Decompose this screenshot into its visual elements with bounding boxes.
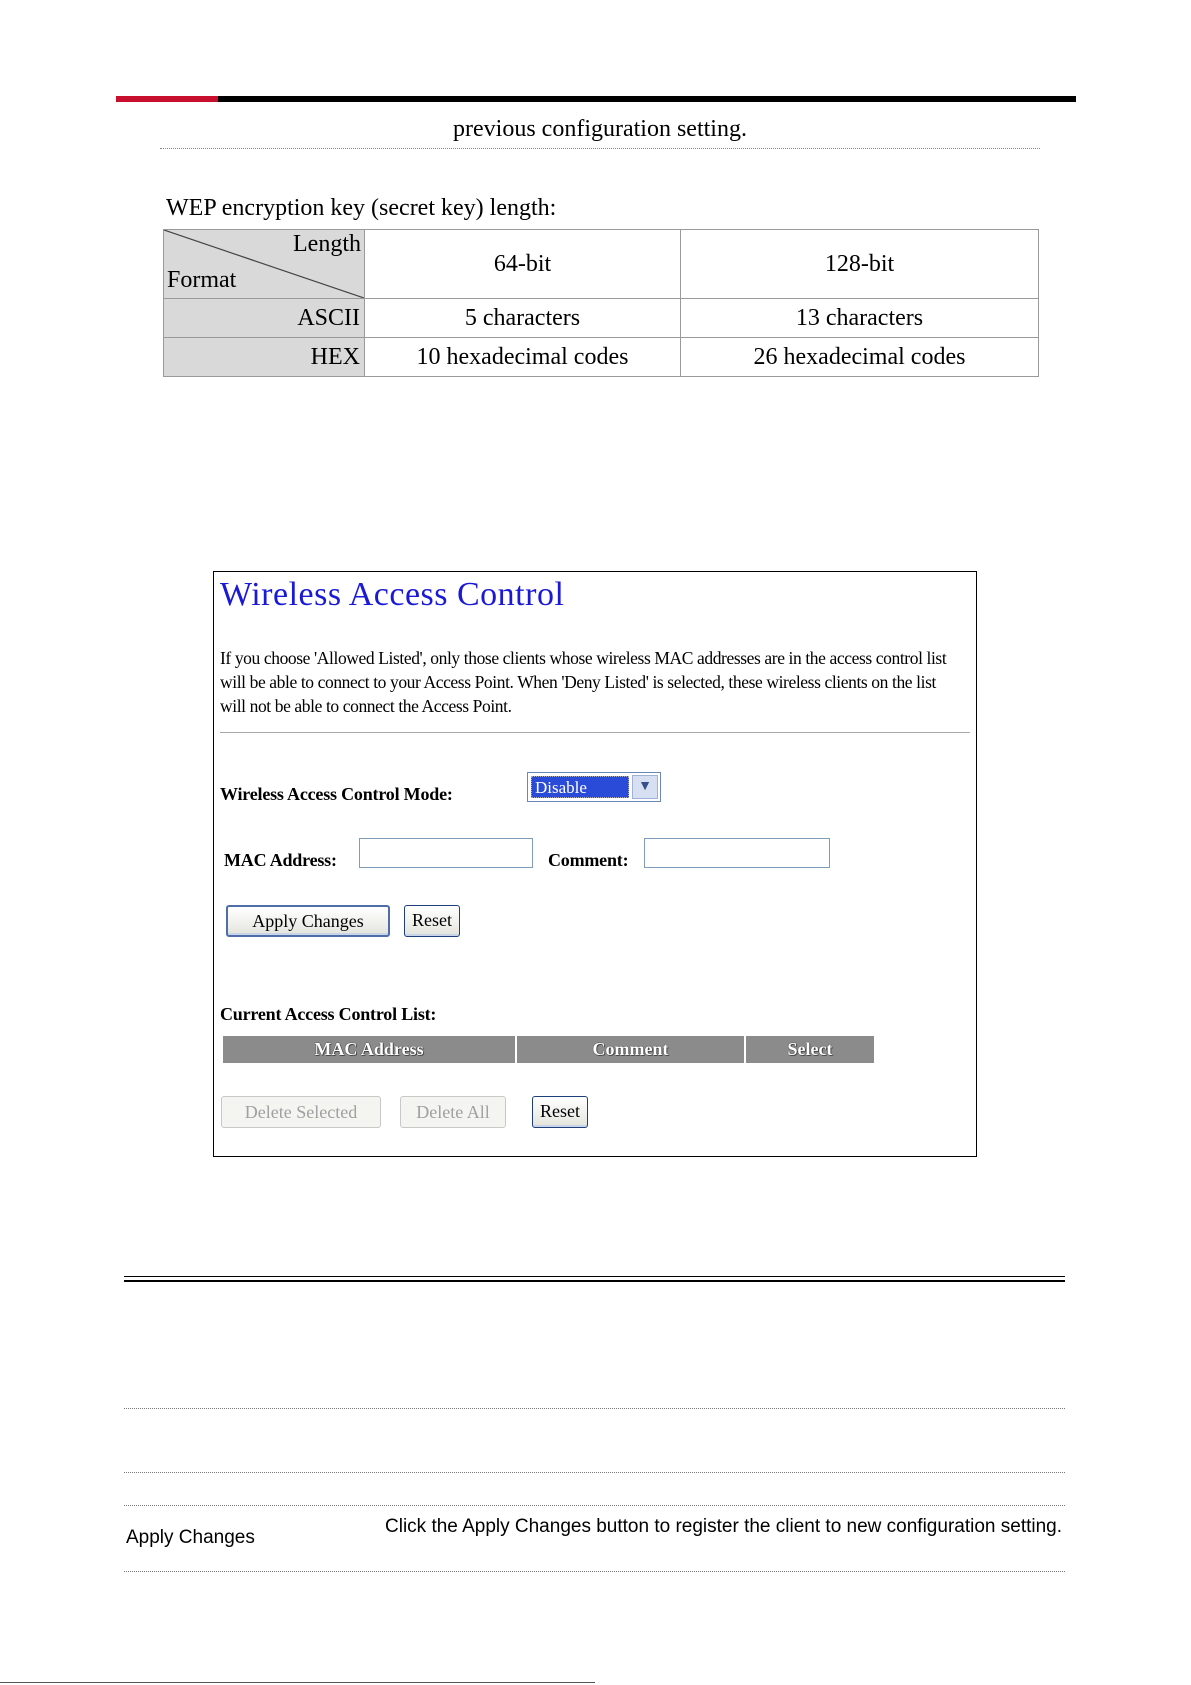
row-divider [124,1505,1065,1506]
intro-text: previous configuration setting. [453,116,747,142]
page-title: Wireless Access Control [220,576,565,613]
comment-input[interactable] [644,838,830,868]
row-header: HEX [164,338,365,377]
column-header: Comment [517,1036,744,1063]
wep-table-title: WEP encryption key (secret key) length: [166,195,557,221]
mode-label: Wireless Access Control Mode: [220,784,453,804]
corner-header-format: Format [167,267,237,293]
comment-label: Comment: [548,850,629,870]
mac-address-input[interactable] [359,838,533,868]
row-divider [124,1408,1065,1409]
table-row [164,299,1039,338]
wep-key-length-table [163,229,1039,377]
row-divider [124,1472,1065,1473]
mac-address-label: MAC Address: [224,850,337,870]
wireless-access-control-panel [213,571,977,1157]
corner-header-length: Length [293,231,361,257]
table-cell: 26 hexadecimal codes [681,338,1039,377]
table-corner-cell [164,230,365,299]
header-bar [218,96,1076,102]
divider [160,148,1040,149]
column-header: Select [746,1036,874,1063]
column-header: 64-bit [365,230,681,299]
row-header: ASCII [164,299,365,338]
table-top-border [124,1276,1065,1282]
parameter-name: Apply Changes [126,1527,255,1548]
delete-selected-button[interactable]: Delete Selected [221,1096,381,1128]
column-header: MAC Address [223,1036,515,1063]
access-control-list-table [221,1036,876,1063]
reset-button[interactable]: Reset [404,905,460,937]
access-control-list-label: Current Access Control List: [220,1004,437,1024]
table-cell: 5 characters [365,299,681,338]
list-reset-button[interactable]: Reset [532,1096,588,1128]
delete-all-button[interactable]: Delete All [400,1096,506,1128]
access-control-mode-select[interactable] [527,772,661,802]
parameter-description: Click the Apply Changes button to register the client to new configuration setting. [385,1516,1063,1537]
footer-rule [0,1682,595,1683]
row-divider [124,1571,1065,1572]
column-header: 128-bit [681,230,1039,299]
divider [220,732,970,733]
table-cell: 10 hexadecimal codes [365,338,681,377]
apply-changes-button[interactable]: Apply Changes [226,905,390,937]
chevron-down-icon[interactable]: ▼ [632,775,658,799]
page-description: If you choose 'Allowed Listed', only those clients whose wireless MAC addresses are in the access control list will be able to connect to your Access Point. When 'Deny Listed' is selected, these wireless clients on the list will not be able to connect the Access Point. [220,648,947,716]
table-cell: 13 characters [681,299,1039,338]
table-row [164,338,1039,377]
header-accent-bar [116,96,218,102]
selected-mode: Disable [531,776,629,798]
